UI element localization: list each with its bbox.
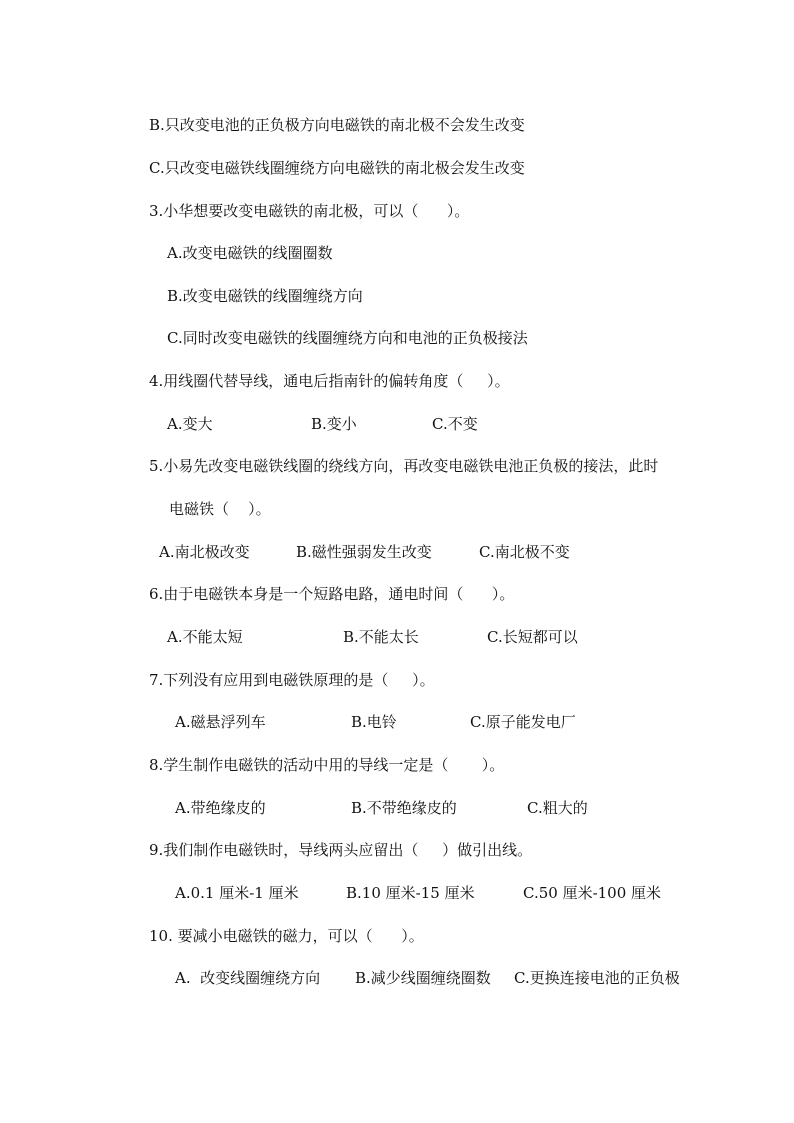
question-5: 5.小易先改变电磁铁线圈的绕线方向，再改变电磁铁电池正负极的接法，此时 (149, 457, 659, 475)
question-3-option-c: C.同时改变电磁铁的线圈缠绕方向和电池的正负极接法 (167, 329, 528, 347)
option-c-previous: C.只改变电磁铁线圈缠绕方向电磁铁的南北极会发生改变 (149, 159, 525, 177)
question-7: 7.下列没有应用到电磁铁原理的是（ ）。 (149, 671, 435, 689)
question-6-option-a: A.不能太短 (167, 628, 243, 646)
question-4-option-b: B.变小 (311, 415, 357, 433)
question-9-option-c: C.50 厘米-100 厘米 (523, 884, 662, 902)
question-10: 10. 要减小电磁铁的磁力，可以（ ）。 (149, 927, 424, 945)
question-4-option-a: A.变大 (167, 415, 213, 433)
question-10-option-b: B.减少线圈缠绕圈数 (355, 969, 491, 987)
question-9-option-b: B.10 厘米-15 厘米 (346, 884, 475, 902)
question-3-option-a: A.改变电磁铁的线圈圈数 (167, 244, 333, 262)
question-9-option-a: A.0.1 厘米-1 厘米 (175, 884, 299, 902)
question-10-option-c: C.更换连接电池的正负极 (514, 969, 680, 987)
question-8-option-c: C.粗大的 (527, 799, 588, 817)
question-5-option-c: C.南北极不变 (479, 543, 570, 561)
question-3: 3.小华想要改变电磁铁的南北极，可以（ ）。 (149, 202, 470, 220)
question-7-option-a: A.磁悬浮列车 (175, 713, 266, 731)
question-6: 6.由于电磁铁本身是一个短路电路，通电时间（ ）。 (149, 585, 515, 603)
question-5-option-b: B.磁性强弱发生改变 (296, 543, 432, 561)
question-8-option-b: B.不带绝缘皮的 (351, 799, 457, 817)
question-6-option-c: C.长短都可以 (487, 628, 578, 646)
question-9: 9.我们制作电磁铁时，导线两头应留出（ ）做引出线。 (149, 841, 533, 859)
question-10-option-a: A. 改变线圈缠绕方向 (175, 969, 321, 987)
option-b-previous: B.只改变电池的正负极方向电磁铁的南北极不会发生改变 (149, 116, 525, 134)
question-3-option-b: B.改变电磁铁的线圈缠绕方向 (167, 287, 363, 305)
question-8: 8.学生制作电磁铁的活动中用的导线一定是（ ）。 (149, 756, 505, 774)
question-4: 4.用线圈代替导线，通电后指南针的偏转角度（ ）。 (149, 372, 510, 390)
question-6-option-b: B.不能太长 (343, 628, 419, 646)
question-5-option-a: A.南北极改变 (159, 543, 250, 561)
question-7-option-c: C.原子能发电厂 (470, 713, 576, 731)
question-5-continuation: 电磁铁（ ）。 (169, 500, 271, 518)
question-7-option-b: B.电铃 (351, 713, 397, 731)
question-8-option-a: A.带绝缘皮的 (175, 799, 266, 817)
question-4-option-c: C.不变 (432, 415, 478, 433)
